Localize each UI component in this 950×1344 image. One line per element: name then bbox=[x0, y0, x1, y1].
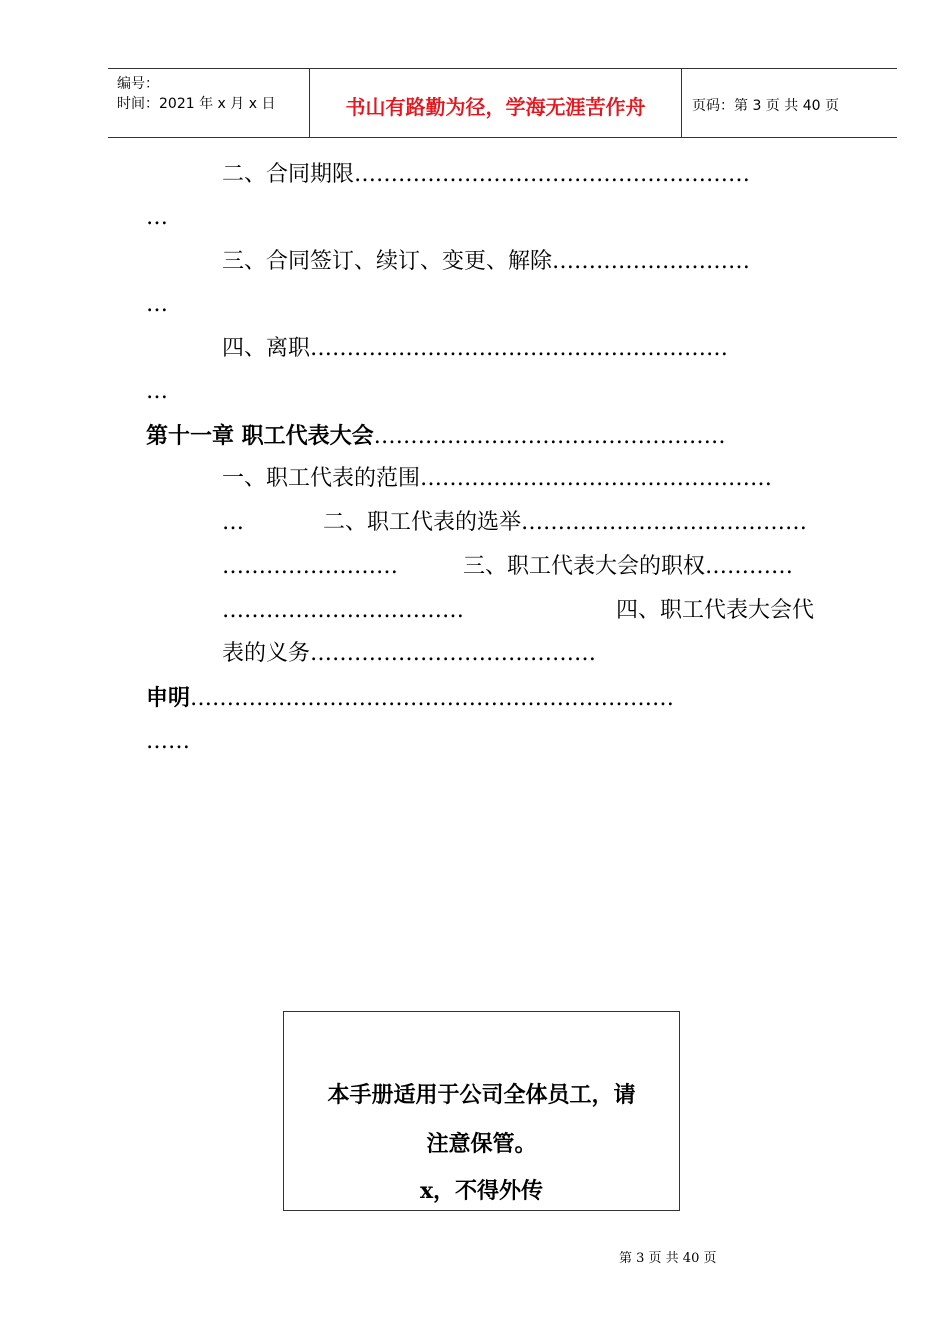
notice-line-1: 本手册适用于公司全体员工，请 bbox=[327, 1082, 636, 1108]
toc-leader-dots: ………… bbox=[705, 554, 794, 579]
toc-entry-label: 一、职工代表的范围 bbox=[222, 466, 421, 491]
toc-entry-label: 四、离职 bbox=[222, 336, 311, 361]
toc-entry-label: 三、合同签订、续订、变更、解除 bbox=[222, 249, 553, 274]
toc-entry-rep-scope[interactable] bbox=[222, 464, 772, 494]
toc-leader-dots: ………………………………………………… bbox=[310, 336, 729, 361]
toc-entry-rep-powers[interactable] bbox=[463, 552, 793, 582]
toc-chapter-label: 第十一章 职工代表大会 bbox=[146, 423, 374, 449]
document-number-label: 编号： bbox=[117, 76, 159, 92]
toc-leader-dots: ……………………… bbox=[552, 249, 751, 274]
toc-entry-resignation[interactable] bbox=[222, 334, 728, 364]
toc-leader-dots-continuation: … bbox=[146, 205, 168, 230]
toc-leader-dots-continuation: … bbox=[146, 379, 168, 404]
toc-statement[interactable] bbox=[146, 683, 674, 714]
header-page-info-cell bbox=[682, 69, 897, 137]
notice-line-3: x，不得外传 bbox=[419, 1178, 544, 1204]
page-header bbox=[108, 68, 897, 138]
notice-box bbox=[283, 1011, 680, 1211]
toc-entry-contract-signing[interactable] bbox=[222, 247, 750, 277]
toc-leader-dots-continuation: …… bbox=[146, 729, 190, 754]
toc-entry-rep-election[interactable] bbox=[323, 508, 807, 538]
header-page-info: 页码：第 3 页 共 40 页 bbox=[692, 98, 839, 114]
toc-leader-dots: ……………………………………………… bbox=[354, 162, 751, 187]
toc-leader-dots: ………………………………………………………… bbox=[190, 686, 675, 711]
header-meta bbox=[108, 69, 310, 137]
toc-chapter-11[interactable] bbox=[146, 421, 726, 452]
toc-entry-label: 四、职工代表大会代 bbox=[616, 598, 815, 623]
toc-entry-rep-duties[interactable] bbox=[616, 596, 814, 626]
toc-entry-label: 表的义务 bbox=[222, 641, 311, 666]
toc-leader-dots-continuation: … bbox=[222, 510, 244, 535]
toc-entry-label: 三、职工代表大会的职权 bbox=[463, 554, 706, 579]
toc-leader-dots: ………………………………… bbox=[310, 641, 597, 666]
toc-leader-dots-continuation: …………………… bbox=[222, 554, 398, 579]
toc-leader-dots: ………………………………………… bbox=[373, 424, 726, 449]
header-motto: 书山有路勤为径，学海无涯苦作舟 bbox=[345, 95, 646, 119]
toc-entry-label: 二、合同期限 bbox=[222, 162, 355, 187]
toc-entry-contract-term[interactable] bbox=[222, 160, 750, 190]
toc-entry-label: 二、职工代表的选举 bbox=[323, 510, 522, 535]
header-motto-cell bbox=[310, 69, 682, 137]
toc-leader-dots-continuation: … bbox=[146, 292, 168, 317]
toc-leader-dots-continuation: …………………………… bbox=[222, 598, 464, 623]
toc-leader-dots: ………………………………… bbox=[521, 510, 808, 535]
document-date: 时间：2021 年 x 月 x 日 bbox=[117, 96, 276, 112]
toc-entry-rep-duties-continued[interactable] bbox=[222, 639, 596, 669]
notice-line-2: 注意保管。 bbox=[426, 1131, 537, 1157]
toc-chapter-label: 申明 bbox=[146, 685, 191, 711]
footer-page-number: 第 3 页 共 40 页 bbox=[619, 1251, 717, 1266]
toc-leader-dots: ………………………………………… bbox=[420, 466, 773, 491]
